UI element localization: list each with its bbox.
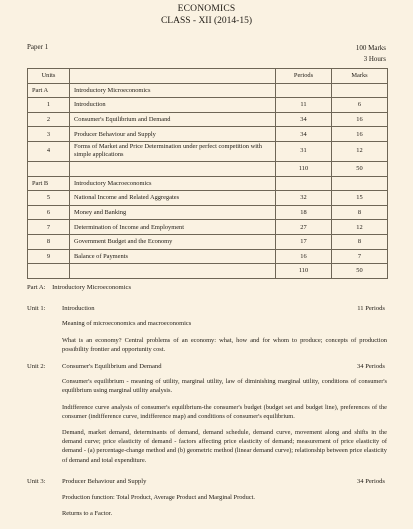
header-periods: Periods [276, 69, 332, 84]
marks-hours-block [356, 43, 386, 64]
unit-cell: Part A [28, 83, 70, 98]
marks-cell: 12 [332, 220, 388, 235]
unit-cell: 8 [28, 234, 70, 249]
unit-cell [28, 264, 70, 279]
title-cell: Producer Behaviour and Supply [70, 127, 276, 142]
title-cell: Balance of Payments [70, 249, 276, 264]
table-row [28, 205, 388, 220]
table-row [28, 141, 388, 161]
unit-cell: 5 [28, 191, 70, 206]
marks-total-cell: 50 [332, 264, 388, 279]
title-cell: Consumer's Equilibrium and Demand [70, 112, 276, 127]
marks-cell: 15 [332, 191, 388, 206]
unit-name: Producer Behaviour and Supply [62, 478, 147, 485]
table-row [28, 98, 388, 113]
table-total-row [28, 161, 388, 176]
periods-cell: 27 [276, 220, 332, 235]
unit-paragraph: What is an economy? Central problems of an economy: what, how and for whom to produce; concepts of production possibility frontier and opportunity cost. [62, 337, 387, 354]
part-a-title: Introductory Microeconomics [52, 284, 132, 291]
unit-cell: Part B [28, 176, 70, 191]
table-row [28, 83, 388, 98]
periods-cell: 31 [276, 141, 332, 161]
marks-cell: 8 [332, 234, 388, 249]
unit-paragraph: Production function: Total Product, Average Product and Marginal Product. [62, 494, 256, 501]
title-cell: Money and Banking [70, 205, 276, 220]
title-cell: Introductory Microeconomics [70, 83, 276, 98]
unit-cell: 4 [28, 141, 70, 161]
unit-paragraph: Consumer's equilibrium - meaning of utility, marginal utility, law of diminishing marginal utility, conditions of consumer's equilibrium using marginal utility analysis. [62, 378, 387, 395]
table-header-row [28, 69, 388, 84]
unit-cell [28, 161, 70, 176]
unit-periods: 34 Periods [356, 478, 385, 485]
header-marks: Marks [332, 69, 388, 84]
table-row [28, 127, 388, 142]
unit-periods: 11 Periods [357, 305, 385, 312]
marks-cell [332, 83, 388, 98]
marks-total-cell: 50 [332, 161, 388, 176]
table-row [28, 234, 388, 249]
unit-cell: 7 [28, 220, 70, 235]
periods-cell: 34 [276, 127, 332, 142]
periods-total-cell: 110 [276, 161, 332, 176]
periods-cell: 32 [276, 191, 332, 206]
unit-name: Consumer's Equilibrium and Demand [62, 363, 162, 370]
unit-paragraph: Indifference curve analysis of consumer's equilibrium-the consumer's budget (budget set and budget line), preferences of the consumer (indifference curve, indifference map) and conditions of consumer's equilibrium. [62, 404, 387, 421]
title-cell: Government Budget and the Economy [70, 234, 276, 249]
table-row [28, 176, 388, 191]
part-a-label: Part A: [27, 284, 46, 291]
marks-cell: 16 [332, 112, 388, 127]
unit-name: Introduction [62, 305, 95, 312]
table-row [28, 112, 388, 127]
unit-paragraph: Demand, market demand, determinants of demand, demand schedule, demand curve, movement along and shifts in the demand curve; price elasticity of demand - factors affecting price elasticity of demand; measurement of price elasticity of demand - (a) percentage-change method and (b) geometric method (linear demand curve); relationship between price elasticity of demand and total expenditure. [62, 429, 387, 464]
title-cell: Introductory Macroeconomics [70, 176, 276, 191]
part-a-heading [27, 284, 131, 291]
marks-cell [332, 176, 388, 191]
periods-cell [276, 83, 332, 98]
periods-cell: 11 [276, 98, 332, 113]
title-cell: National Income and Related Aggregates [70, 191, 276, 206]
unit-cell: 1 [28, 98, 70, 113]
periods-cell [276, 176, 332, 191]
class-title: CLASS - XII (2014-15) [160, 16, 253, 26]
table-row [28, 191, 388, 206]
periods-cell: 34 [276, 112, 332, 127]
title-cell: Determination of Income and Employment [70, 220, 276, 235]
unit-cell: 2 [28, 112, 70, 127]
table-row [28, 249, 388, 264]
marks-cell: 16 [332, 127, 388, 142]
marks-cell: 6 [332, 98, 388, 113]
periods-cell: 17 [276, 234, 332, 249]
unit-label: Unit 2: [27, 363, 46, 370]
marks-cell: 8 [332, 205, 388, 220]
table-row [28, 220, 388, 235]
periods-total-cell: 110 [276, 264, 332, 279]
unit-cell: 9 [28, 249, 70, 264]
periods-cell: 16 [276, 249, 332, 264]
unit-cell: 6 [28, 205, 70, 220]
title-cell [70, 161, 276, 176]
marks-label: 100 Marks [355, 44, 386, 52]
header-units: Units [28, 69, 70, 84]
unit-label: Unit 3: [27, 478, 46, 485]
unit-paragraph: Meaning of microeconomics and macroeconomics [62, 320, 192, 327]
title-cell [70, 264, 276, 279]
unit-cell: 3 [28, 127, 70, 142]
unit-paragraph: Returns to a Factor. [62, 510, 113, 517]
unit-periods: 34 Periods [356, 363, 385, 370]
paper-label: Paper 1 [27, 43, 49, 51]
subject-title: ECONOMICS [177, 4, 236, 14]
periods-cell: 18 [276, 205, 332, 220]
table-total-row [28, 264, 388, 279]
title-cell: Introduction [70, 98, 276, 113]
title-cell: Forms of Market and Price Determination under perfect competition with simple applications [70, 141, 276, 161]
marks-cell: 12 [332, 141, 388, 161]
hours-label: 3 Hours [363, 54, 386, 63]
header-title [70, 69, 276, 84]
marks-cell: 7 [332, 249, 388, 264]
unit-label: Unit 1: [27, 305, 46, 312]
units-table [27, 68, 388, 279]
